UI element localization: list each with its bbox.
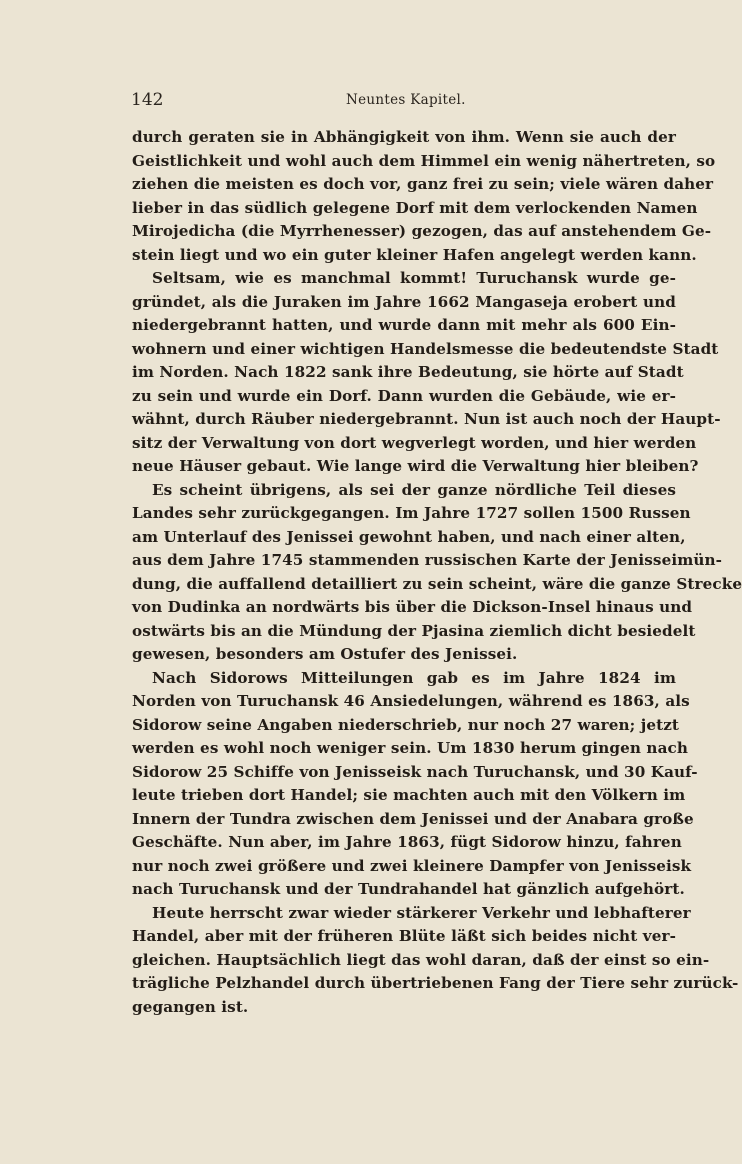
text-line: aus dem Jahre 1745 stammenden russischen Karte der Jenisseimün- — [132, 551, 723, 569]
text-line: Es scheint übrigens, als sei der ganze nördliche Teil dieses — [152, 480, 676, 499]
text-line: Heute herrscht zwar wieder stärkerer Verkehr und lebhafterer — [152, 903, 691, 922]
text-line: am Unterlauf des Jenissei gewohnt haben, und nach einer alten, — [132, 527, 686, 546]
text-line: niedergebrannt hatten, und wurde dann mit mehr als 600 Ein- — [132, 316, 676, 334]
text-line: durch geraten sie in Abhängigkeit von ihm. Wenn sie auch der — [132, 128, 676, 146]
text-line: Norden von Turuchansk 46 Ansiedelungen, während es 1863, als — [132, 692, 690, 710]
page-number: 142 — [131, 90, 164, 110]
text-line: Sidorow seine Angaben niederschrieb, nur noch 27 waren; jetzt — [132, 715, 680, 734]
text-line: sitz der Verwaltung von dort wegverlegt worden, und hier werden — [132, 433, 697, 452]
text-line: Landes sehr zurückgegangen. Im Jahre 1727 sollen 1500 Russen — [132, 504, 691, 522]
text-line: von Dudinka an nordwärts bis über die Dickson-Insel hinaus und — [132, 598, 693, 616]
text-line: trägliche Pelzhandel durch übertriebenen Fang der Tiere sehr zurück- — [132, 974, 739, 992]
text-line: ziehen die meisten es doch vor, ganz frei zu sein; viele wären daher — [132, 175, 714, 193]
running-title: Neuntes Kapitel. — [346, 92, 466, 108]
text-line: Seltsam, wie es manchmal kommt! Turuchansk wurde ge- — [152, 269, 676, 287]
text-line: wohnern und einer wichtigen Handelsmesse die bedeutendste Stadt — [132, 339, 719, 358]
text-line: stein liegt und wo ein guter kleiner Hafen angelegt werden kann. — [132, 245, 697, 264]
body-text — [132, 126, 742, 1019]
text-line: lieber in das südlich gelegene Dorf mit dem verlockenden Namen — [132, 198, 698, 217]
text-line: dung, die auffallend detailliert zu sein scheint, wäre die ganze Strecke — [132, 574, 742, 593]
text-line: Nach Sidorows Mitteilungen gab es im Jahre 1824 im — [152, 668, 676, 687]
text-line: nach Turuchansk und der Tundrahandel hat gänzlich aufgehört. — [132, 880, 685, 898]
text-line: werden es wohl noch weniger sein. Um 1830 herum gingen nach — [132, 739, 689, 757]
text-line: gegangen ist. — [132, 997, 249, 1016]
text-line: Sidorow 25 Schiffe von Jenisseisk nach Turuchansk, und 30 Kauf- — [132, 762, 698, 781]
text-line: Geschäfte. Nun aber, im Jahre 1863, fügt Sidorow hinzu, fahren — [132, 833, 682, 851]
text-line: ostwärts bis an die Mündung der Pjasina ziemlich dicht besiedelt — [132, 621, 696, 640]
text-line: gewesen, besonders am Ostufer des Jenissei. — [132, 645, 518, 663]
page-header — [131, 90, 677, 114]
text-line: Geistlichkeit und wohl auch dem Himmel ein wenig nähertreten, so — [132, 151, 716, 170]
text-line: neue Häuser gebaut. Wie lange wird die Verwaltung hier bleiben? — [132, 457, 699, 475]
text-line: Mirojedicha (die Myrrhenesser) gezogen, das auf anstehendem Ge- — [132, 222, 712, 240]
text-line: im Norden. Nach 1822 sank ihre Bedeutung, sie hörte auf Stadt — [132, 363, 684, 381]
text-line: gleichen. Hauptsächlich liegt das wohl daran, daß der einst so ein- — [132, 950, 710, 969]
text-line: wähnt, durch Räuber niedergebrannt. Nun ist auch noch der Haupt- — [132, 410, 721, 428]
text-line: Innern der Tundra zwischen dem Jenissei und der Anabara große — [132, 809, 694, 828]
text-line: Handel, aber mit der früheren Blüte läßt sich beides nicht ver- — [132, 927, 676, 945]
text-line: zu sein und wurde ein Dorf. Dann wurden die Gebäude, wie er- — [132, 386, 676, 405]
text-line: nur noch zwei größere und zwei kleinere Dampfer von Jenisseisk — [132, 856, 692, 875]
text-line: leute trieben dort Handel; sie machten auch mit den Völkern im — [132, 786, 686, 804]
text-line: gründet, als die Juraken im Jahre 1662 Mangaseja erobert und — [132, 292, 676, 311]
